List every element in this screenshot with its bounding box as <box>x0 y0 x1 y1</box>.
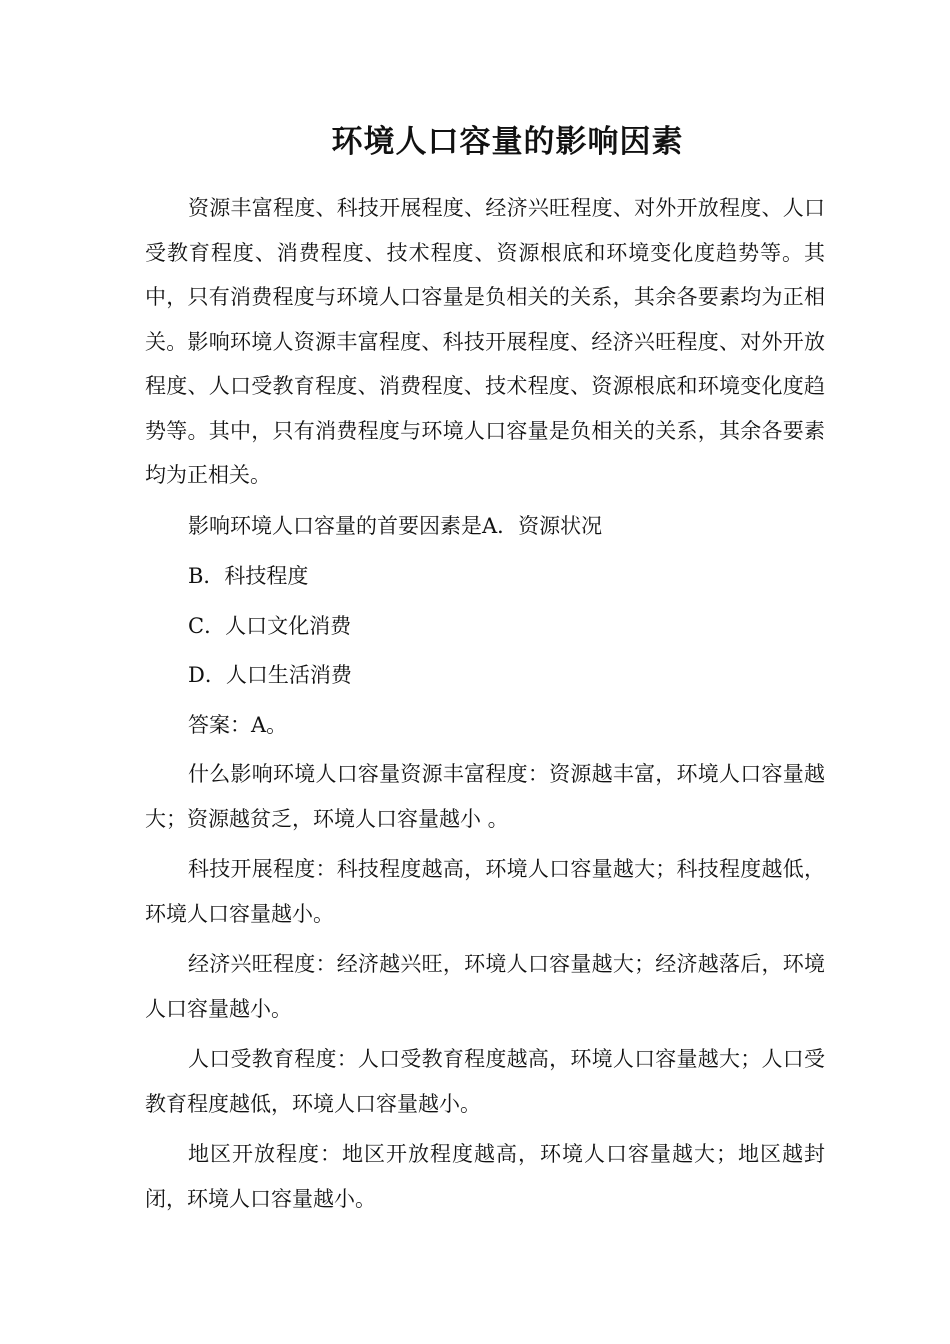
answer-line: 答案：A。 <box>188 712 288 737</box>
intro-paragraph: 资源丰富程度、科技开展程度、经济兴旺程度、对外开放程度、人口受教育程度、消费程度、技术程度、资源根底和环境变化度趋势等。其中，只有消费程度与环境人口容量是负相关的关系，其余各要素均为正相关。影响环境人资源丰富程度、科技开展程度、经济兴旺程度、对外开放程度、人口受教育程度、消费程度、技术程度、资源根底和环境变化度趋势等。其中，只有消费程度与环境人口容量是负相关的关系，其余各要素均为正相关。 <box>145 196 825 487</box>
document-title: 环境人口容量的影响因素 <box>331 124 684 160</box>
option-c: C．人口文化消费 <box>188 613 352 638</box>
explanation-openness: 地区开放程度：地区开放程度越高，环境人口容量越大；地区越封闭，环境人口容量越小。 <box>145 1142 825 1211</box>
question-paragraph: 影响环境人口容量的首要因素是A．资源状况 <box>188 513 603 538</box>
explanation-technology: 科技开展程度：科技程度越高，环境人口容量越大；科技程度越低，环境人口容量越小。 <box>145 857 825 926</box>
document-page <box>145 118 825 1227</box>
explanation-education: 人口受教育程度：人口受教育程度越高，环境人口容量越大；人口受教育程度越低，环境人口容量越小。 <box>145 1047 825 1116</box>
option-b: B．科技程度 <box>188 564 309 588</box>
explanation-economy: 经济兴旺程度：经济越兴旺，环境人口容量越大；经济越落后，环境人口容量越小。 <box>145 952 825 1021</box>
option-d: D．人口生活消费 <box>188 663 352 687</box>
explanation-resources: 什么影响环境人口容量资源丰富程度：资源越丰富，环境人口容量越大；资源越贫乏，环境人口容量越小 。 <box>145 762 825 831</box>
